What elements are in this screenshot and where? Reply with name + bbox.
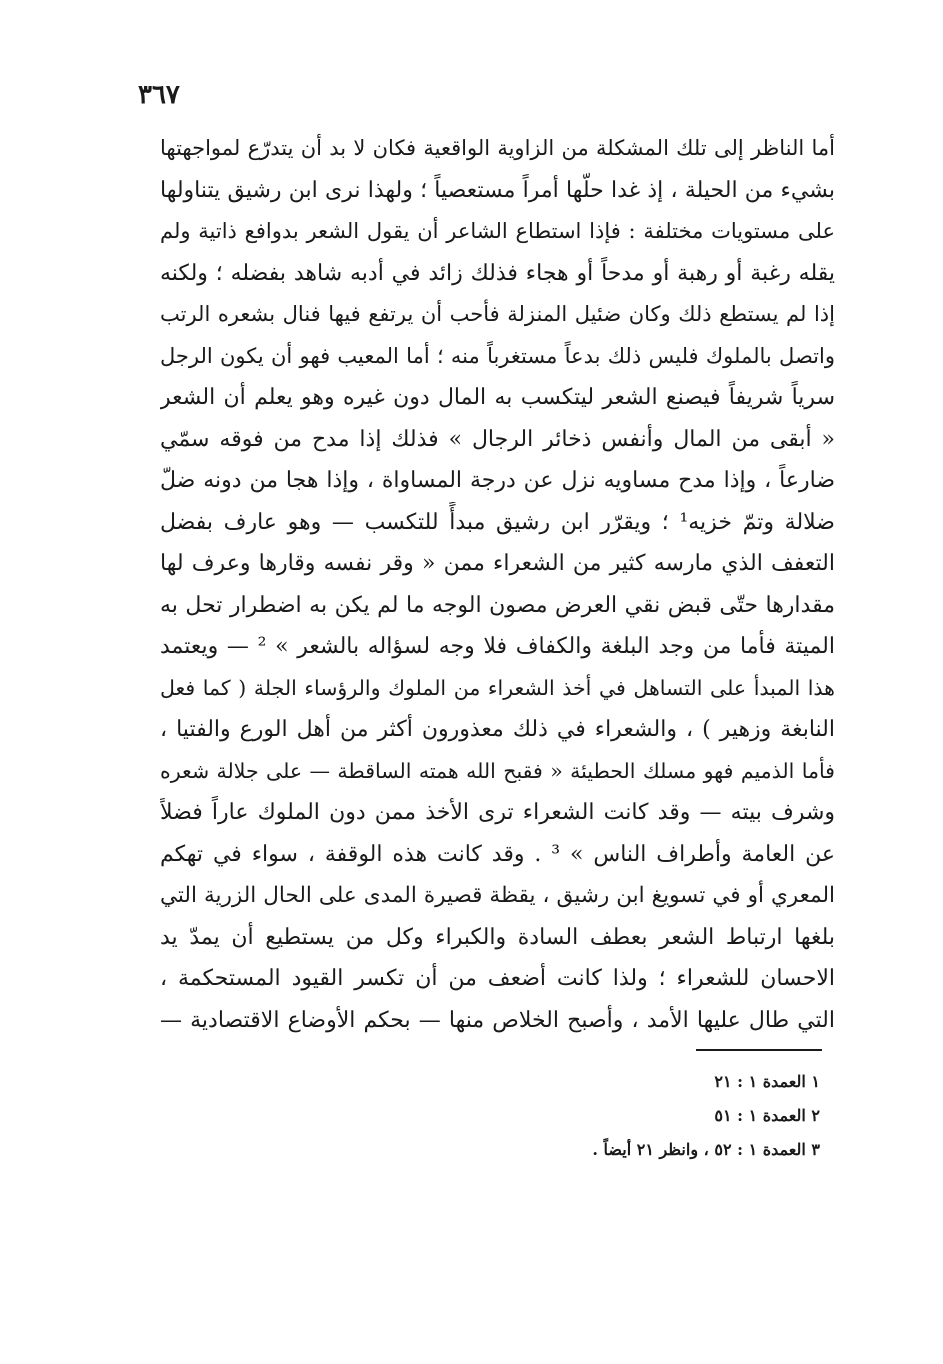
text-line: واتصل بالملوك فليس ذلك بدعاً مستغرباً منه ؛ أما المعيب فهو أن يكون الرجل [160, 343, 835, 368]
text-line: سرياً شريفاً فيصنع الشعر ليتكسب به المال دون غيره وهو يعلم أن الشعر [160, 385, 835, 410]
text-line: الميتة فأما من وجد البلغة والكفاف فلا وجه لسؤاله بالشعر » ² — ويعتمد [160, 634, 835, 659]
text-line: وشرف بيته — وقد كانت الشعراء ترى الأخذ ممن دون الملوك عاراً فضلاً [160, 800, 835, 825]
text-line: بشيء من الحيلة ، إذ غدا حلّها أمراً مستعصياً ؛ ولهذا نرى ابن رشيق يتناولها [160, 177, 835, 203]
footnote: ١ العمدة ١ : ٢١ [714, 1072, 820, 1091]
footnote: ٣ العمدة ١ : ٥٢ ، وانظر ٢١ أيضاً . [592, 1140, 820, 1159]
text-line: عن العامة وأطراف الناس » ³ . وقد كانت هذه الوقفة ، سواء في تهكم [160, 841, 835, 867]
text-line: التي طال عليها الأمد ، وأصبح الخلاص منها — بحكم الأوضاع الاقتصادية — [160, 1007, 835, 1033]
footnote: ٢ العمدة ١ : ٥١ [714, 1106, 820, 1125]
text-line: ضارعاً ، وإذا مدح مساويه نزل عن درجة المساواة ، وإذا هجا من دونه ضلّ [160, 468, 835, 493]
text-line: فأما الذميم فهو مسلك الحطيئة « فقبح الله همته الساقطة — على جلالة شعره [160, 758, 835, 783]
text-line: المعري أو في تسويغ ابن رشيق ، يقظة قصيرة المدى على الحال الزرية التي [160, 883, 835, 908]
page-number: ٣٦٧ [138, 80, 180, 110]
text-line: « أبقى من المال وأنفس ذخائر الرجال » فذلك إذا مدح من فوقه سمّي [160, 426, 835, 452]
footnotes [460, 1065, 820, 1167]
text-line: أما الناظر إلى تلك المشكلة من الزاوية الواقعية فكان لا بد أن يتدرّع لمواجهتها [160, 136, 835, 160]
text-line: يقله رغبة أو رهبة أو مدحاً أو هجاء فذلك زائد في أدبه شاهد بفضله ؛ ولكنه [160, 260, 835, 286]
text-line: على مستويات مختلفة : فإذا استطاع الشاعر أن يقول الشعر بدوافع ذاتية ولم [160, 219, 835, 243]
text-line: مقدارها حتّى قبض نقي العرض مصون الوجه ما لم يكن به اضطرار تحل به [160, 592, 835, 618]
body-text [160, 128, 835, 1041]
text-line: بلغها ارتباط الشعر بعطف السادة والكبراء وكل من يستطيع أن يمدّ يد [160, 924, 835, 950]
text-line: التعفف الذي مارسه كثير من الشعراء ممن « وقر نفسه وقارها وعرف لها [160, 551, 835, 576]
text-line: ضلالة وتمّ خزيه¹ ؛ ويقرّر ابن رشيق مبدأً للتكسب — وهو عارف بفضل [160, 509, 835, 535]
footnote-divider [696, 1049, 822, 1051]
text-line: النابغة وزهير ) ، والشعراء في ذلك معذورون أكثر من أهل الورع والفتيا ، [160, 717, 835, 742]
text-line: إذا لم يستطع ذلك وكان ضئيل المنزلة فأحب أن يرتفع فيها فنال بشعره الرتب [160, 302, 835, 326]
text-line: الاحسان للشعراء ؛ ولذا كانت أضعف من أن تكسر القيود المستحكمة ، [160, 966, 835, 991]
text-line: هذا المبدأ على التساهل في أخذ الشعراء من الملوك والرؤساء الجلة ( كما فعل [160, 675, 835, 700]
